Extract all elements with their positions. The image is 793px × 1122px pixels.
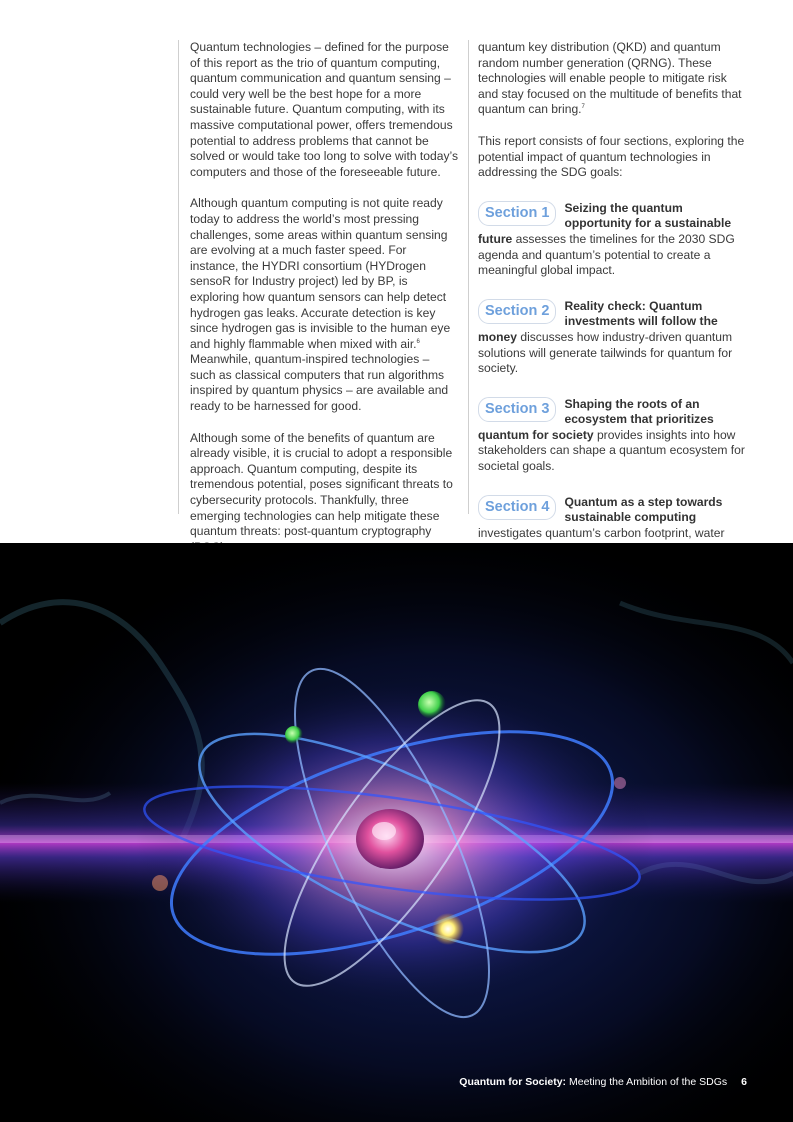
section-4-title: Quantum as a step towards sustainable computing	[564, 494, 723, 525]
section-1-description: assesses the timelines for the 2030 SDG agenda and quantum’s potential to create a meaningful global impact.	[478, 231, 735, 278]
section-4-description: investigates quantum’s carbon footprint, water	[478, 525, 725, 540]
paragraph-4	[478, 40, 750, 118]
right-column	[478, 40, 750, 593]
section-2-badge: Section 2	[478, 299, 556, 324]
section-3-summary	[478, 397, 750, 475]
left-column	[190, 40, 458, 571]
section-1-title: Seizing the quantum opportunity for a sustainable future	[478, 200, 732, 246]
section-1-badge: Section 1	[478, 201, 556, 226]
atom-illustration-icon	[0, 543, 793, 1122]
section-2-summary	[478, 299, 750, 377]
section-3-badge: Section 3	[478, 397, 556, 422]
footer-report-subtitle: Meeting the Ambition of the SDGs	[566, 1076, 728, 1088]
section-2-title: Reality check: Quantum investments will follow the money	[478, 298, 718, 344]
section-4-badge: Section 4	[478, 495, 556, 520]
page-footer	[459, 1076, 747, 1088]
page-number: 6	[741, 1076, 747, 1088]
paragraph-1: Quantum technologies – defined for the purpose of this report as the trio of quantum computing, quantum communication and quantum sensing – could very well be the best hope for a more sustainable future. Quantum computing, with its massive computational power, offers tremendous potential to address problems that cannot be solved or would take too long to solve with today’s computers and those of the foreseeable future.	[190, 40, 459, 179]
column-divider-left	[178, 40, 179, 514]
hero-image	[0, 543, 793, 1122]
footer-report-title: Quantum for Society:	[459, 1076, 567, 1088]
footnote-ref-7: 7	[581, 104, 585, 111]
paragraph-2	[190, 196, 458, 414]
paragraph-2-continued: Meanwhile, quantum-inspired technologies – such as classical computers that run algorithms inspired by quantum physics – are available and ready to be harnessed for good.	[190, 352, 449, 414]
paragraph-2-text: Although quantum computing is not quite ready today to address the world’s most pressing challenges, some areas within quantum sensing are evolving at a much faster speed. For instance, the HYDRI consortium (HYDrogen sensoR for Industry project) led by BP, is exploring how quantum sensors can help detect hydrogen gas leaks. Accurate detection is key since hydrogen gas is invisible to the human eye and highly flammable when mixed with air.	[190, 196, 451, 351]
section-3-title: Shaping the roots of an ecosystem that prioritizes quantum for society	[478, 396, 714, 442]
section-3-description: provides insights into how stakeholders can shape a quantum ecosystem for societal goals.	[478, 427, 745, 474]
footnote-ref-6: 6	[416, 338, 420, 345]
paragraph-3: Although some of the benefits of quantum are already visible, it is crucial to adopt a responsible approach. Quantum computing, despite its tremendous potential, poses significant threats to cybersecurity protocols. Thankfully, three emerging technologies can help mitigate these quantum threats: post-quantum cryptography	[190, 430, 453, 539]
section-1-summary	[478, 201, 750, 279]
section-2-description: discusses how industry-driven quantum solutions will generate tailwinds for quantum for society.	[478, 329, 733, 376]
column-divider-middle	[468, 40, 469, 514]
paragraph-5: This report consists of four sections, exploring the potential impact of quantum technologies in addressing the SDG goals:	[478, 133, 745, 180]
paragraph-4-text: quantum key distribution (QKD) and quantum random number generation (QRNG). These technologies will enable people to mitigate risk and stay focused on the multitude of benefits that quantum can bring.	[478, 40, 742, 117]
